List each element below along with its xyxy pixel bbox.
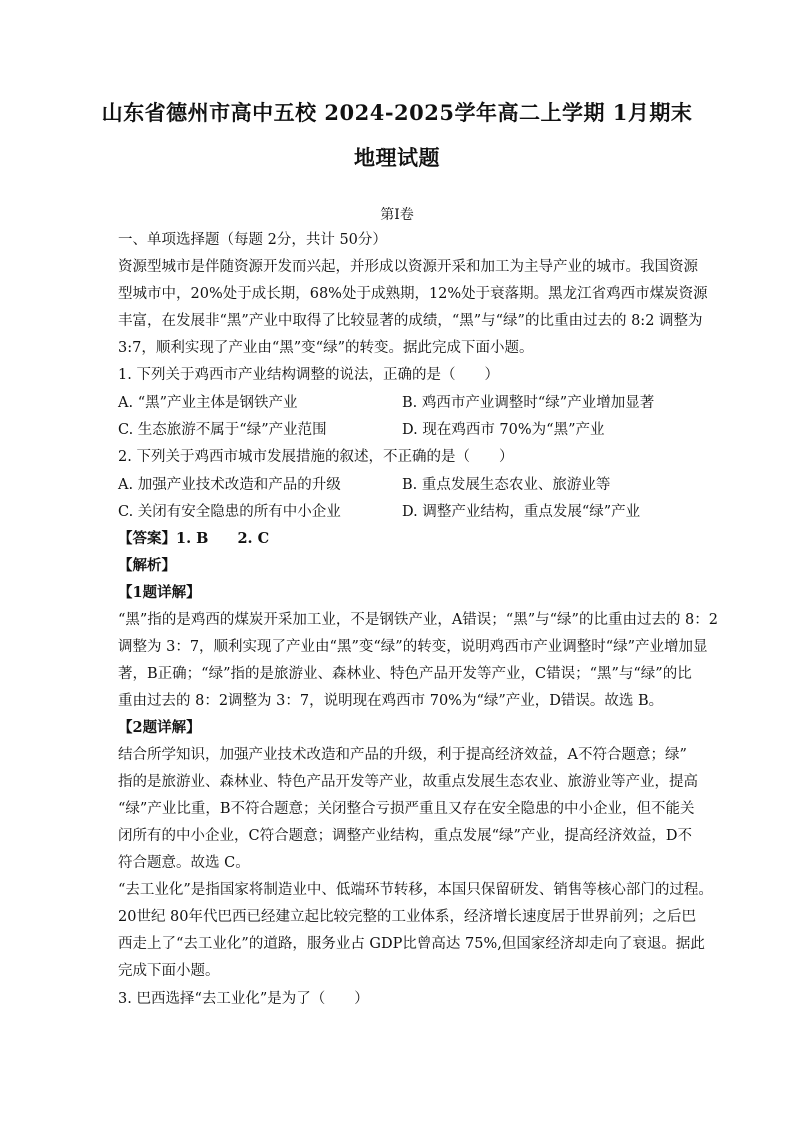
- q1-option-d: D. 现在鸡西市 70%为“黑”产业: [402, 422, 605, 438]
- passage2-line: 20世纪 80年代巴西已经建立起比较完整的工业体系，经济增长速度居于世界前列；之后巴: [118, 909, 697, 925]
- doc-title-line2: 地理试题: [354, 145, 440, 170]
- q2-option-d: D. 调整产业结构，重点发展“绿”产业: [402, 504, 641, 520]
- detail2-line: 结合所学知识，加强产业技术改造和产品的升级，利于提高经济效益，A不符合题意；绿”: [118, 747, 687, 763]
- q1-option-a: A. “黑”产业主体是钢铁产业: [118, 395, 298, 411]
- passage2-line: “去工业化”是指国家将制造业中、低端环节转移，本国只保留研发、销售等核心部门的过程。: [118, 882, 713, 898]
- detail2-line: 闭所有的中小企业，C符合题意；调整产业结构，重点发展“绿”产业，提高经济效益，D不: [118, 828, 693, 844]
- detail2-line: 指的是旅游业、森林业、特色产品开发等产业，故重点发展生态农业、旅游业等产业，提高: [118, 774, 698, 790]
- detail2-line: 符合题意。故选 C。: [118, 855, 250, 871]
- detail2-header: 【2题详解】: [118, 719, 201, 736]
- passage1-line: 3:7，顺利实现了产业由“黑”变“绿”的转变。据此完成下面小题。: [118, 340, 534, 356]
- question-1-stem: 1. 下列关于鸡西市产业结构调整的说法，正确的是（ ）: [118, 367, 499, 383]
- passage2-line: 西走上了“去工业化”的道路，服务业占 GDP比曾高达 75%,但国家经济却走向了衰退。据此: [118, 936, 705, 952]
- detail1-line: 著，B正确；“绿”指的是旅游业、森林业、特色产品开发等产业，C错误；“黑”与“绿”的比: [118, 666, 692, 682]
- detail1-line: 调整为 3：7，顺利实现了产业由“黑”变“绿”的转变，说明鸡西市产业调整时“绿”产业增加显: [118, 639, 708, 655]
- question-3-stem: 3. 巴西选择“去工业化”是为了（ ）: [118, 991, 369, 1007]
- q1-option-c: C. 生态旅游不属于“绿”产业范围: [118, 422, 327, 438]
- detail1-line: “黑”指的是鸡西的煤炭开采加工业，不是钢铁产业，A错误；“黑”与“绿”的比重由过去的 8：2: [118, 612, 719, 628]
- analysis-header: 【解析】: [118, 557, 176, 574]
- q1-option-b: B. 鸡西市产业调整时“绿”产业增加显著: [402, 395, 655, 411]
- section-header: 一、单项选择题（每题 2分，共计 50分）: [118, 232, 387, 248]
- doc-title-line1: 山东省德州市高中五校 2024-2025学年高二上学期 1月期末: [101, 100, 693, 125]
- passage2-line: 完成下面小题。: [118, 963, 220, 979]
- answer-line: 【答案】1. B 2. C: [118, 530, 270, 547]
- question-2-stem: 2. 下列关于鸡西市城市发展措施的叙述，不正确的是（ ）: [118, 449, 514, 465]
- passage1-line: 资源型城市是伴随资源开发而兴起，并形成以资源开采和加工为主导产业的城市。我国资源: [118, 259, 698, 275]
- passage1-line: 型城市中，20%处于成长期，68%处于成熟期，12%处于衰落期。黑龙江省鸡西市煤炭资源: [118, 286, 708, 302]
- q2-option-b: B. 重点发展生态农业、旅游业等: [402, 477, 611, 493]
- q2-option-c: C. 关闭有安全隐患的所有中小企业: [118, 504, 341, 520]
- detail1-header: 【1题详解】: [118, 584, 201, 601]
- detail1-line: 重由过去的 8：2调整为 3：7，说明现在鸡西市 70%为“绿”产业，D错误。故选 B。: [118, 693, 664, 709]
- volume-label: 第Ⅰ卷: [380, 207, 414, 223]
- passage1-line: 丰富，在发展非“黑”产业中取得了比较显著的成绩，“黑”与“绿”的比重由过去的 8:2 调整为: [118, 313, 703, 329]
- detail2-line: “绿”产业比重，B不符合题意；关闭整合亏损严重且又存在安全隐患的中小企业，但不能关: [118, 801, 695, 817]
- q2-option-a: A. 加强产业技术改造和产品的升级: [118, 477, 341, 493]
